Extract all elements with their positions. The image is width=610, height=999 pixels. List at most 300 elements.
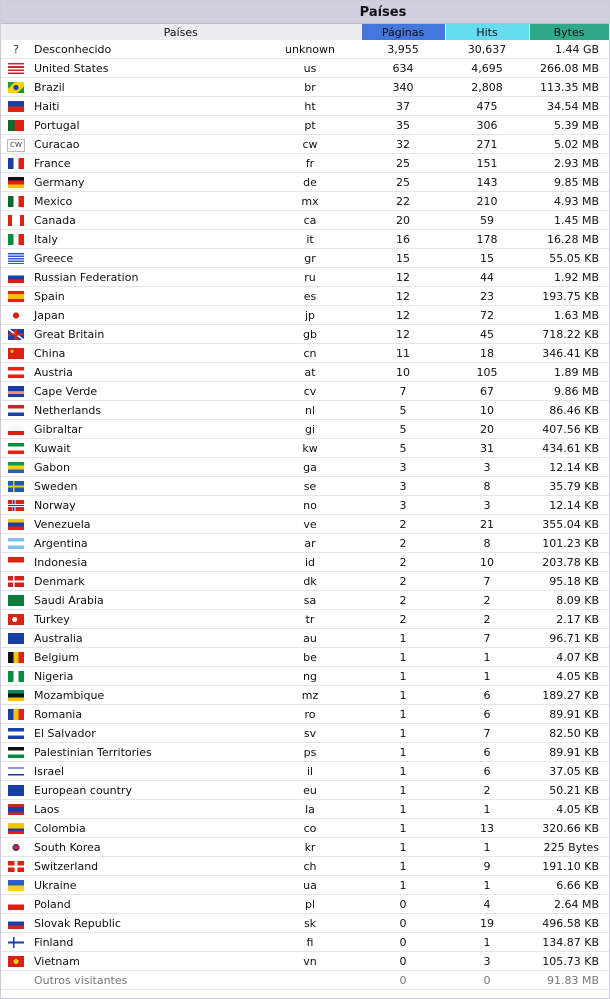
table-row (1, 116, 609, 135)
table-row (1, 895, 609, 914)
country-code: ua (259, 876, 361, 895)
kw-flag-icon (8, 443, 24, 454)
pages-value: 0 (361, 971, 445, 990)
country-code: ve (259, 515, 361, 534)
country-code: unknown (259, 40, 361, 59)
kr-flag-icon (8, 842, 24, 853)
country-name: Ukraine (31, 876, 259, 895)
country-code: mz (259, 686, 361, 705)
sv-flag-icon (8, 728, 24, 739)
bytes-value: 2.93 MB (529, 154, 609, 173)
flag-cell (1, 439, 31, 458)
pages-value: 5 (361, 401, 445, 420)
country-name: Cape Verde (31, 382, 259, 401)
broken-image-icon: cw (7, 139, 25, 152)
country-code: fr (259, 154, 361, 173)
bytes-value: 9.85 MB (529, 173, 609, 192)
it-flag-icon (8, 234, 24, 245)
country-code: it (259, 230, 361, 249)
bytes-value: 96.71 KB (529, 629, 609, 648)
table-row (1, 325, 609, 344)
country-code: ar (259, 534, 361, 553)
hits-value: 1 (445, 667, 529, 686)
bytes-value: 203.78 KB (529, 553, 609, 572)
country-name: Russian Federation (31, 268, 259, 287)
pages-value: 1 (361, 857, 445, 876)
table-row (1, 211, 609, 230)
table-row (1, 401, 609, 420)
bytes-value: 355.04 KB (529, 515, 609, 534)
table-row (1, 933, 609, 952)
table-row (1, 249, 609, 268)
pages-value: 10 (361, 363, 445, 382)
no-flag-icon (8, 500, 24, 511)
flag-cell (1, 382, 31, 401)
country-code: br (259, 78, 361, 97)
flag-cell (1, 800, 31, 819)
table-row (1, 705, 609, 724)
pt-flag-icon (8, 120, 24, 131)
country-code: ca (259, 211, 361, 230)
country-code: ht (259, 97, 361, 116)
country-code: tr (259, 610, 361, 629)
table-row (1, 420, 609, 439)
bytes-value: 1.92 MB (529, 268, 609, 287)
hits-value: 3 (445, 458, 529, 477)
other-visitors-row (1, 971, 609, 990)
table-row (1, 287, 609, 306)
country-name: South Korea (31, 838, 259, 857)
flag-cell (1, 971, 31, 990)
nl-flag-icon (8, 405, 24, 416)
bytes-value: 50.21 KB (529, 781, 609, 800)
flag-cell (1, 762, 31, 781)
ca-flag-icon (8, 215, 24, 226)
bytes-value: 718.22 KB (529, 325, 609, 344)
hits-value: 475 (445, 97, 529, 116)
table-row (1, 363, 609, 382)
hits-value: 20 (445, 420, 529, 439)
bytes-value: 101.23 KB (529, 534, 609, 553)
flag-cell (1, 173, 31, 192)
be-flag-icon (8, 652, 24, 663)
flag-cell (1, 59, 31, 78)
hits-value: 306 (445, 116, 529, 135)
table-row (1, 591, 609, 610)
table-row (1, 534, 609, 553)
hits-value: 151 (445, 154, 529, 173)
flag-cell (1, 667, 31, 686)
hits-value: 4,695 (445, 59, 529, 78)
pages-value: 1 (361, 667, 445, 686)
flag-cell (1, 306, 31, 325)
country-name: Nigeria (31, 667, 259, 686)
country-name: France (31, 154, 259, 173)
country-code: ng (259, 667, 361, 686)
bytes-value: 4.05 KB (529, 800, 609, 819)
es-flag-icon (8, 291, 24, 302)
country-code: cw (259, 135, 361, 154)
ga-flag-icon (8, 462, 24, 473)
us-flag-icon (8, 63, 24, 74)
country-code: es (259, 287, 361, 306)
table-row (1, 648, 609, 667)
country-code: fi (259, 933, 361, 952)
hits-value: 2 (445, 610, 529, 629)
country-name: Israel (31, 762, 259, 781)
country-code: sa (259, 591, 361, 610)
hits-value: 2,808 (445, 78, 529, 97)
country-name: Venezuela (31, 515, 259, 534)
flag-cell (1, 192, 31, 211)
table-row (1, 230, 609, 249)
hits-value: 210 (445, 192, 529, 211)
hits-value: 7 (445, 629, 529, 648)
bytes-value: 8.09 KB (529, 591, 609, 610)
hits-value: 2 (445, 781, 529, 800)
table-row (1, 838, 609, 857)
vn-flag-icon (8, 956, 24, 967)
bytes-value: 191.10 KB (529, 857, 609, 876)
hits-value: 23 (445, 287, 529, 306)
country-code: au (259, 629, 361, 648)
pages-value: 12 (361, 325, 445, 344)
bytes-value: 1.63 MB (529, 306, 609, 325)
fr-flag-icon (8, 158, 24, 169)
bytes-value: 35.79 KB (529, 477, 609, 496)
pages-value: 15 (361, 249, 445, 268)
pages-value: 25 (361, 173, 445, 192)
pages-value: 22 (361, 192, 445, 211)
il-flag-icon (8, 766, 24, 777)
bytes-value: 86.46 KB (529, 401, 609, 420)
pages-value: 25 (361, 154, 445, 173)
table-row (1, 154, 609, 173)
panel-title: Países (359, 4, 407, 20)
hits-value: 178 (445, 230, 529, 249)
pages-value: 1 (361, 762, 445, 781)
flag-cell (1, 40, 31, 59)
tr-flag-icon (8, 614, 24, 625)
bytes-value: 34.54 MB (529, 97, 609, 116)
hits-value: 19 (445, 914, 529, 933)
country-name: Netherlands (31, 401, 259, 420)
ve-flag-icon (8, 519, 24, 530)
pages-value: 2 (361, 553, 445, 572)
flag-cell (1, 363, 31, 382)
table-row (1, 515, 609, 534)
flag-cell (1, 914, 31, 933)
pages-value: 0 (361, 895, 445, 914)
bytes-value: 2.64 MB (529, 895, 609, 914)
flag-cell (1, 572, 31, 591)
table-row (1, 78, 609, 97)
header-countries: Países (1, 24, 361, 40)
table-row (1, 724, 609, 743)
hits-value: 2 (445, 591, 529, 610)
country-name: Norway (31, 496, 259, 515)
bytes-value: 4.07 KB (529, 648, 609, 667)
table-row (1, 382, 609, 401)
country-code: nl (259, 401, 361, 420)
flag-cell (1, 116, 31, 135)
country-name: Belgium (31, 648, 259, 667)
country-code: no (259, 496, 361, 515)
pages-value: 12 (361, 287, 445, 306)
table-row (1, 439, 609, 458)
country-code: cv (259, 382, 361, 401)
country-name: Japan (31, 306, 259, 325)
pages-value: 2 (361, 572, 445, 591)
country-code: us (259, 59, 361, 78)
table-row (1, 268, 609, 287)
table-row (1, 914, 609, 933)
table-row (1, 572, 609, 591)
flag-cell (1, 325, 31, 344)
country-name: Gabon (31, 458, 259, 477)
dk-flag-icon (8, 576, 24, 587)
country-name: China (31, 344, 259, 363)
bytes-value: 89.91 KB (529, 743, 609, 762)
ru-flag-icon (8, 272, 24, 283)
country-name: Australia (31, 629, 259, 648)
flag-cell (1, 933, 31, 952)
flag-cell (1, 857, 31, 876)
hits-value: 15 (445, 249, 529, 268)
country-code: la (259, 800, 361, 819)
header-bytes: Bytes (529, 24, 609, 40)
flag-cell (1, 553, 31, 572)
country-code: cn (259, 344, 361, 363)
country-name: Haiti (31, 97, 259, 116)
bytes-value: 16.28 MB (529, 230, 609, 249)
bytes-value: 4.93 MB (529, 192, 609, 211)
country-name: Indonesia (31, 553, 259, 572)
pages-value: 3 (361, 477, 445, 496)
bytes-value: 12.14 KB (529, 496, 609, 515)
bytes-value: 113.35 MB (529, 78, 609, 97)
hits-value: 6 (445, 743, 529, 762)
table-row (1, 306, 609, 325)
hits-value: 1 (445, 933, 529, 952)
pages-value: 7 (361, 382, 445, 401)
country-name: European country (31, 781, 259, 800)
pages-value: 3 (361, 496, 445, 515)
flag-cell (1, 743, 31, 762)
country-name: United States (31, 59, 259, 78)
country-name: Germany (31, 173, 259, 192)
country-code: ps (259, 743, 361, 762)
country-name: Great Britain (31, 325, 259, 344)
la-flag-icon (8, 804, 24, 815)
hits-value: 3 (445, 952, 529, 971)
bytes-value: 91.83 MB (529, 971, 609, 990)
bytes-value: 5.02 MB (529, 135, 609, 154)
hits-value: 143 (445, 173, 529, 192)
hits-value: 13 (445, 819, 529, 838)
country-code: kr (259, 838, 361, 857)
flag-cell (1, 458, 31, 477)
hits-value: 1 (445, 648, 529, 667)
pages-value: 1 (361, 876, 445, 895)
hits-value: 10 (445, 553, 529, 572)
bytes-value: 37.05 KB (529, 762, 609, 781)
flag-cell (1, 211, 31, 230)
bytes-value: 496.58 KB (529, 914, 609, 933)
country-code: gb (259, 325, 361, 344)
country-name: Sweden (31, 477, 259, 496)
table-row (1, 59, 609, 78)
country-name: Italy (31, 230, 259, 249)
cv-flag-icon (8, 386, 24, 397)
flag-cell (1, 401, 31, 420)
hits-value: 105 (445, 363, 529, 382)
table-row (1, 857, 609, 876)
country-name: Saudi Arabia (31, 591, 259, 610)
country-name: Kuwait (31, 439, 259, 458)
pages-value: 2 (361, 610, 445, 629)
hits-value: 7 (445, 724, 529, 743)
pages-value: 0 (361, 933, 445, 952)
co-flag-icon (8, 823, 24, 834)
flag-cell (1, 515, 31, 534)
pages-value: 0 (361, 914, 445, 933)
country-code: ro (259, 705, 361, 724)
country-name: Austria (31, 363, 259, 382)
flag-cell (1, 477, 31, 496)
flag-cell (1, 876, 31, 895)
ht-flag-icon (8, 101, 24, 112)
table-row (1, 553, 609, 572)
sk-flag-icon (8, 918, 24, 929)
bytes-value: 6.66 KB (529, 876, 609, 895)
header-pages: Páginas (361, 24, 445, 40)
jp-flag-icon (8, 310, 24, 321)
table-row (1, 952, 609, 971)
flag-cell (1, 78, 31, 97)
country-name: Greece (31, 249, 259, 268)
flag-cell (1, 496, 31, 515)
country-code: ga (259, 458, 361, 477)
bytes-value: 1.44 GB (529, 40, 609, 59)
bytes-value: 89.91 KB (529, 705, 609, 724)
country-code: jp (259, 306, 361, 325)
ar-flag-icon (8, 538, 24, 549)
pages-value: 1 (361, 629, 445, 648)
ch-flag-icon (8, 861, 24, 872)
ng-flag-icon (8, 671, 24, 682)
country-name: Desconhecido (31, 40, 259, 59)
gi-flag-icon (8, 424, 24, 435)
bytes-value: 320.66 KB (529, 819, 609, 838)
hits-value: 72 (445, 306, 529, 325)
hits-value: 21 (445, 515, 529, 534)
flag-cell (1, 781, 31, 800)
bytes-value: 95.18 KB (529, 572, 609, 591)
pages-value: 32 (361, 135, 445, 154)
flag-cell (1, 952, 31, 971)
country-name: Gibraltar (31, 420, 259, 439)
table-row (1, 477, 609, 496)
hits-value: 59 (445, 211, 529, 230)
pages-value: 634 (361, 59, 445, 78)
pages-value: 11 (361, 344, 445, 363)
table-row (1, 40, 609, 59)
flag-cell (1, 230, 31, 249)
table-row (1, 781, 609, 800)
flag-cell (1, 287, 31, 306)
id-flag-icon (8, 557, 24, 568)
countries-table (1, 24, 610, 990)
country-code: pl (259, 895, 361, 914)
bytes-value: 105.73 KB (529, 952, 609, 971)
flag-cell (1, 819, 31, 838)
gr-flag-icon (8, 253, 24, 264)
hits-value: 6 (445, 762, 529, 781)
bytes-value: 189.27 KB (529, 686, 609, 705)
table-row (1, 743, 609, 762)
flag-cell (1, 534, 31, 553)
bytes-value: 1.89 MB (529, 363, 609, 382)
country-code: de (259, 173, 361, 192)
country-code: mx (259, 192, 361, 211)
flag-cell (1, 610, 31, 629)
pages-value: 1 (361, 686, 445, 705)
table-row (1, 762, 609, 781)
pages-value: 340 (361, 78, 445, 97)
country-name: Finland (31, 933, 259, 952)
hits-value: 9 (445, 857, 529, 876)
pl-flag-icon (8, 899, 24, 910)
country-code: at (259, 363, 361, 382)
table-row (1, 496, 609, 515)
bytes-value: 1.45 MB (529, 211, 609, 230)
country-code: gr (259, 249, 361, 268)
header-hits: Hits (445, 24, 529, 40)
bytes-value: 82.50 KB (529, 724, 609, 743)
table-row (1, 135, 609, 154)
pages-value: 1 (361, 743, 445, 762)
flag-cell (1, 420, 31, 439)
pages-value: 1 (361, 781, 445, 800)
table-row (1, 667, 609, 686)
pages-value: 12 (361, 268, 445, 287)
ps-flag-icon (8, 747, 24, 758)
country-name: Colombia (31, 819, 259, 838)
country-name: Poland (31, 895, 259, 914)
pages-value: 5 (361, 439, 445, 458)
table-row (1, 610, 609, 629)
table-row (1, 819, 609, 838)
flag-cell (1, 97, 31, 116)
hits-value: 7 (445, 572, 529, 591)
pages-value: 16 (361, 230, 445, 249)
panel-title-bar (1, 1, 609, 24)
bytes-value: 225 Bytes (529, 838, 609, 857)
flag-cell (1, 629, 31, 648)
table-row (1, 800, 609, 819)
bytes-value: 9.86 MB (529, 382, 609, 401)
country-code: vn (259, 952, 361, 971)
bytes-value: 12.14 KB (529, 458, 609, 477)
pages-value: 2 (361, 534, 445, 553)
hits-value: 44 (445, 268, 529, 287)
hits-value: 10 (445, 401, 529, 420)
country-name: Mexico (31, 192, 259, 211)
bytes-value: 407.56 KB (529, 420, 609, 439)
de-flag-icon (8, 177, 24, 188)
hits-value: 6 (445, 686, 529, 705)
